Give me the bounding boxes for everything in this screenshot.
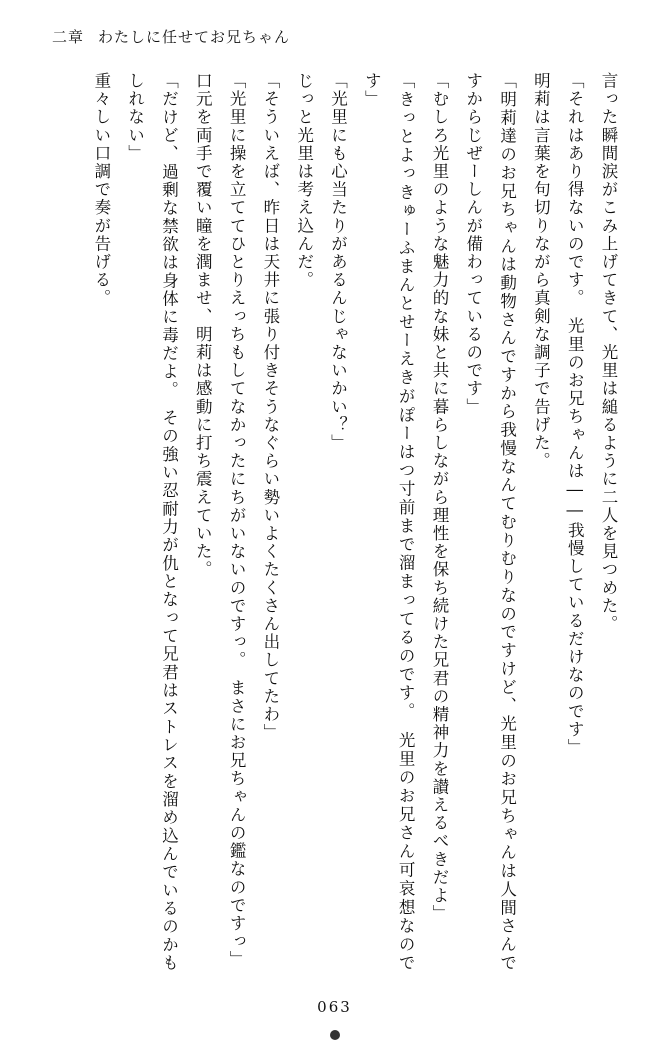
chapter-number: 二章 (52, 28, 85, 46)
paragraph: 「光里に操を立ててひとりえっちもしてなかったにちがいないのですっ。 まさにお兄ちゃんの鑑なのですっ」 (227, 72, 247, 969)
running-header (52, 26, 290, 47)
page-number: 063 (317, 998, 352, 1016)
paragraph: 「だけど、過剰な禁欲は身体に毒だよ。 その強い忍耐力が仇となって兄君はストレスを溜め込んでいるのかもしれない」 (125, 72, 179, 972)
paragraph: 言った瞬間涙がこみ上げてきて、光里は縋るように二人を見つめた。 (599, 72, 618, 634)
page-body (55, 72, 625, 972)
paragraph: 「むしろ光里のような魅力的な妹と共に暮らしながら理性を保ち続けた兄君の精神力を讃えるべきだよ」 (429, 72, 449, 923)
footer-dot-icon (330, 1030, 340, 1040)
paragraph: 「明莉達のお兄ちゃんは動物さんですから我慢なんてむりむりなのですけど、光里のお兄ちゃんは人間さんですからじぜーしんが備わっているのです」 (463, 72, 517, 972)
paragraph: 「そういえば、昨日は天井に張り付きそうなぐらい勢いよくたくさん出してたわ」 (260, 72, 280, 742)
paragraph: じっと光里は考え込んだ。 (294, 72, 314, 290)
paragraph: 「きっとよっきゅーふまんとせーえきがぽーはつ寸前まで溜まってるのです。 光里のお兄さん可哀想なのです」 (362, 72, 416, 972)
paragraph: 口元を両手で覆い瞳を潤ませ、明莉は感動に打ち震えていた。 (193, 72, 213, 579)
paragraph: 重々しい口調で奏が告げる。 (91, 72, 111, 308)
paragraph: 「それはあり得ないのです。 光里のお兄ちゃんは――我慢しているだけなのです」 (565, 72, 585, 757)
chapter-title: わたしに任せてお兄ちゃん (98, 28, 291, 46)
paragraph: 明莉は言葉を句切りながら真剣な調子で告げた。 (531, 72, 551, 471)
paragraph: 「光里にも心当たりがあるんじゃないかい？」 (328, 72, 348, 453)
